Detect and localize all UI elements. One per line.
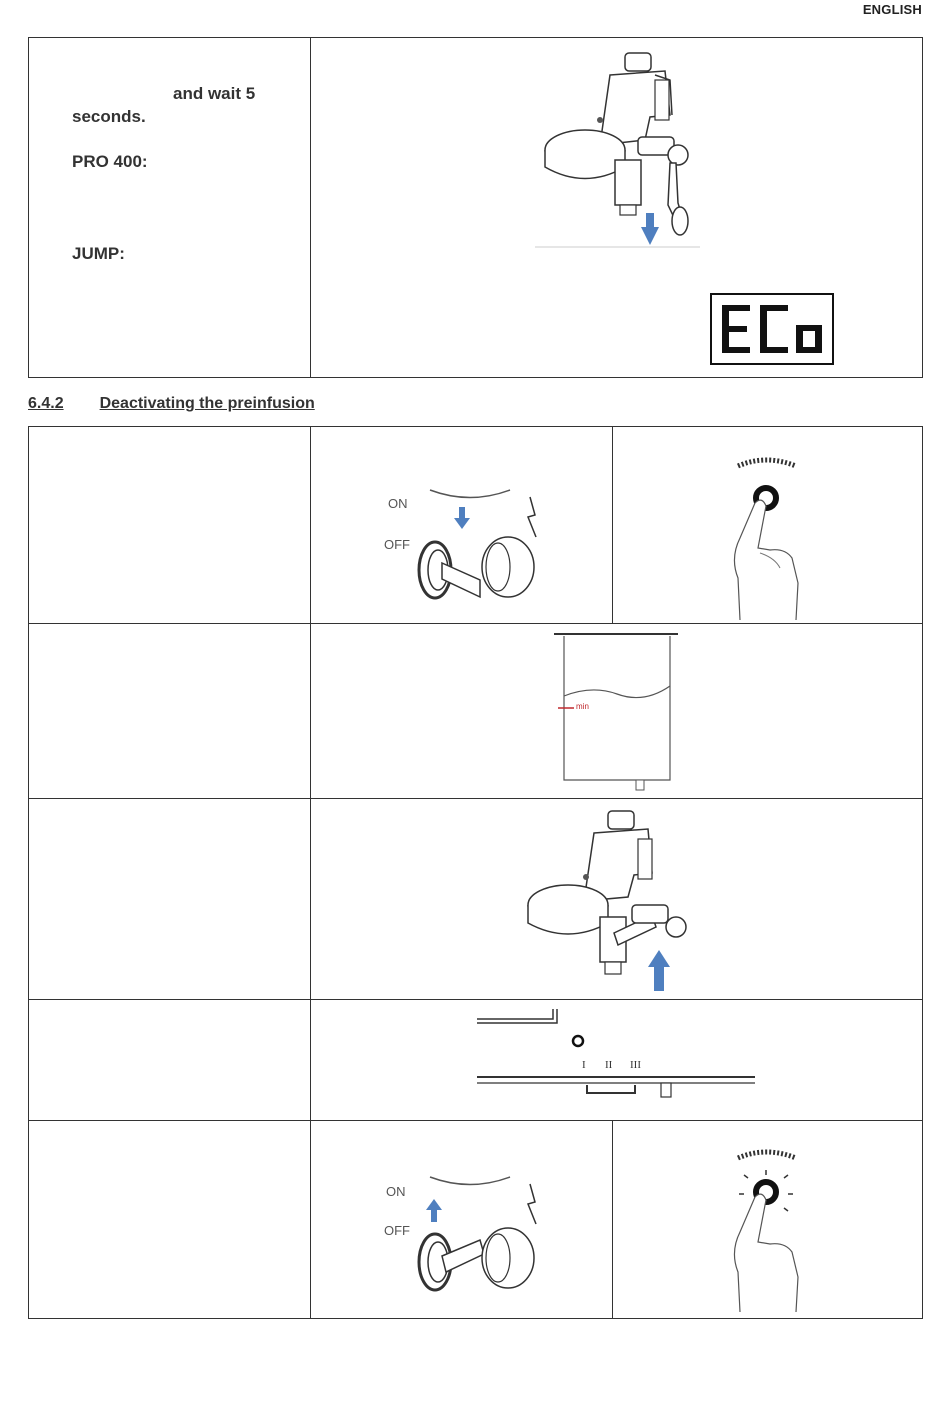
eco-display xyxy=(710,293,834,365)
row5-image-divider xyxy=(612,1121,613,1319)
section-heading xyxy=(28,395,315,413)
selector-panel-illustration xyxy=(475,1003,760,1113)
instruction-text-seconds: seconds. xyxy=(72,107,146,126)
switch5-on-label: ON xyxy=(386,1184,406,1199)
switch-on-label: ON xyxy=(388,496,408,511)
row-divider-2 xyxy=(28,798,923,799)
row-divider-4 xyxy=(28,1120,923,1121)
section-number: 6.4.2 xyxy=(28,395,64,412)
selector-position-1: I xyxy=(582,1059,586,1071)
group-head-down-illustration xyxy=(530,45,710,255)
finger-press-lit-illustration xyxy=(700,1150,830,1315)
water-tank-illustration xyxy=(552,630,687,795)
model-pro400-label: PRO 400: xyxy=(72,152,148,171)
instruction-text-wait: and wait 5 xyxy=(173,84,256,103)
steps-table-left-divider xyxy=(310,426,311,1319)
switch5-off-label: OFF xyxy=(384,1223,410,1238)
row-divider-3 xyxy=(28,999,923,1000)
group-head-up-illustration xyxy=(520,805,705,995)
top-box-divider xyxy=(310,37,311,378)
selector-position-2: II xyxy=(605,1059,613,1071)
section-title: Deactivating the preinfusion xyxy=(99,395,315,412)
language-label: ENGLISH xyxy=(862,2,922,17)
switch-off-label: OFF xyxy=(384,537,410,552)
row-divider-1 xyxy=(28,623,923,624)
row1-image-divider xyxy=(612,426,613,624)
finger-press-illustration xyxy=(700,458,830,623)
selector-position-3: III xyxy=(630,1059,641,1071)
model-jump-label: JUMP: xyxy=(72,244,125,263)
min-level-label: min xyxy=(576,702,589,711)
eco-display-digits xyxy=(712,295,832,363)
